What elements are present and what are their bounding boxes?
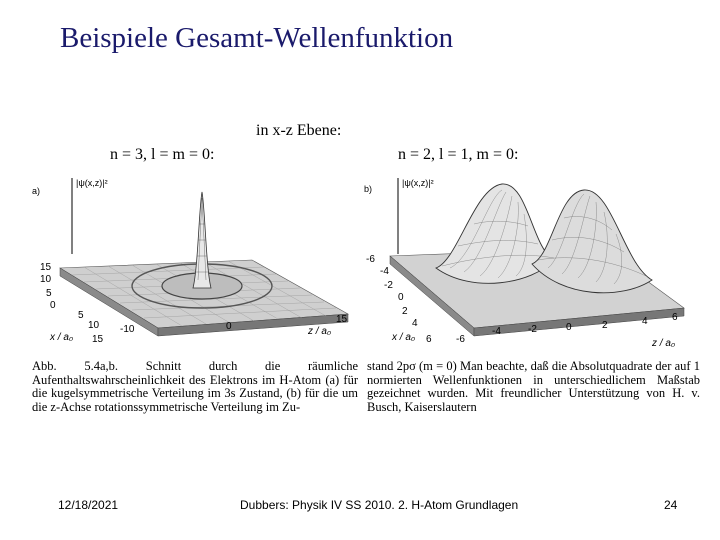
tick-front-15: 15: [92, 334, 104, 345]
slide-title: Beispiele Gesamt-Wellenfunktion: [60, 22, 454, 54]
tick-depth-4: 4: [412, 318, 418, 329]
figure-2p-svg: [362, 168, 692, 358]
tick-front-4: 4: [642, 316, 648, 327]
panel-label-b: b): [364, 184, 373, 194]
xaxis-label: x / a₀: [392, 332, 416, 343]
tick-z-15: 15: [336, 314, 348, 325]
figure-caption-right: stand 2pσ (m = 0) Man beachte, daß die Absolutquadrate der auf 1 normierten Wellenfunktionen in unterschiedlichem Maßstab gezeichnet wurden. Mit freundlicher Unterstützung von H. v. Busch, Kaiserslautern: [367, 359, 700, 414]
zaxis-label: |ψ(x,z)|²: [76, 178, 108, 188]
tick-z-0: 0: [226, 321, 232, 332]
tick-front-10: 10: [88, 320, 100, 331]
tick-depth-neg6: -6: [366, 254, 375, 265]
tick-front-0: 0: [566, 322, 572, 333]
tick-front-neg4: -4: [492, 326, 501, 337]
zaxis2-label: z / a₀: [308, 326, 332, 337]
tick-depth-5: 5: [46, 288, 52, 299]
panel-label-a: a): [32, 186, 41, 196]
figure-2p-plot: [362, 168, 692, 358]
tick-front-neg6: -6: [456, 334, 465, 345]
zaxis-label: |ψ(x,z)|²: [402, 178, 434, 188]
tick-depth-0: 0: [398, 292, 404, 303]
label-3s: n = 3, l = m = 0:: [110, 146, 215, 163]
tick-depth-10: 10: [40, 274, 52, 285]
footer-course: Dubbers: Physik IV SS 2010. 2. H-Atom Grundlagen: [240, 498, 519, 512]
right-lobe: [532, 190, 652, 293]
tick-front-neg10: -10: [120, 324, 135, 335]
figure-3s-svg: [30, 168, 360, 358]
zaxis2-label: z / a₀: [652, 338, 676, 349]
tick-front-2: 2: [602, 320, 608, 331]
tick-front-5: 5: [78, 310, 84, 321]
xaxis-label: x / a₀: [50, 332, 74, 343]
tick-depth-0: 0: [50, 300, 56, 311]
footer-date: 12/18/2021: [58, 498, 119, 512]
page-number: 24: [664, 498, 678, 512]
tick-front-6b: 6: [672, 312, 678, 323]
tick-front-6: 6: [426, 334, 432, 345]
tick-depth-2: 2: [402, 306, 408, 317]
label-2p: n = 2, l = 1, m = 0:: [398, 146, 519, 163]
tick-depth-15: 15: [40, 262, 52, 273]
tick-front-neg2: -2: [528, 324, 537, 335]
figure-caption-left: Abb. 5.4a,b. Schnitt durch die räumliche Aufenthaltswahrscheinlichkeit des Elektrons im H-Atom (a) für die kugelsymmetrische Verteilung im 3s Zustand, (b) für die um die z-Achse rotationssymmetrische Verteilung im Zu-: [32, 359, 358, 414]
figure-3s-plot: [30, 168, 360, 358]
tick-depth-neg2: -2: [384, 280, 393, 291]
plane-subtitle: in x-z Ebene:: [256, 122, 342, 139]
tick-depth-neg4: -4: [380, 266, 389, 277]
